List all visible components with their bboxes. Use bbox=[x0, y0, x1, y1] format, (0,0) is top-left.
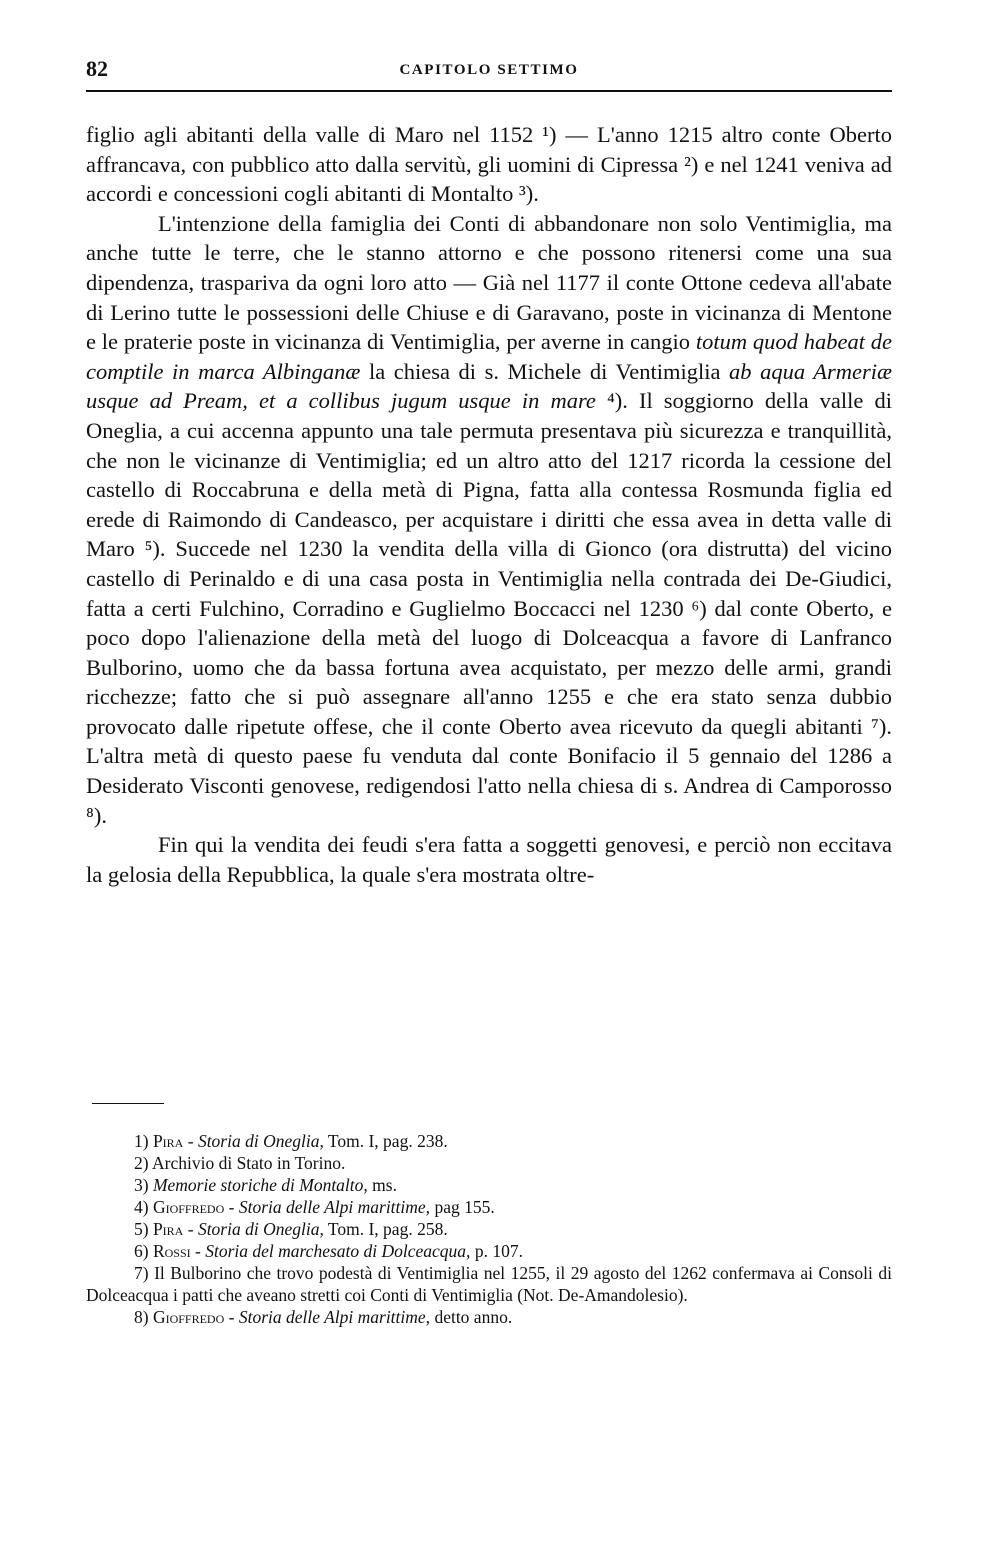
paragraph-3: Fin qui la vendita dei feudi s'era fatta a soggetti genovesi, e perciò non eccitava la gelosia della Repubblica, la quale s'era mostrata oltre- bbox=[86, 832, 892, 887]
footnote-number: 7) bbox=[134, 1263, 149, 1283]
paragraph-2-part-b: la chiesa di s. Michele di Ventimiglia bbox=[360, 358, 730, 384]
footnote-number: 1) bbox=[134, 1131, 149, 1151]
footnote-author: Gioffredo bbox=[152, 1307, 225, 1327]
page-number: 82 bbox=[86, 56, 108, 81]
paragraph-2-part-c: ⁴). Il soggiorno della valle di Oneglia, a cui accenna appunto una tale permuta presentava più sicurezza e tranquillità, che non le vicinanze di Ventimiglia; ed un altro atto del 1217 ricorda la cessione del castello di Roccabruna e della metà di Pigna, fatta alla contessa Rosmunda figlia ed erede di Raimondo di Candeasco, per acquistare i diritti che essa avea in detta valle di Maro ⁵). Succede nel 1230 la vendita della villa di Gionco (ora distrutta) del vicino castello di Perinaldo e di una casa posta in Ventimiglia nella contrada dei De-Giudici, fatta a certi Fulchino, Corradino e Guglielmo Boccacci nel 1230 ⁶) dal conte Oberto, e poco dopo l'alienazione della metà del luogo di Dolceacqua a favore di Lanfranco Bulborino, uomo che da bassa fortuna avea acquistato, per mezzo delle armi, grandi ricchezze; fatto che si può assegnare all'anno 1255 e che era stato senza dubbio provocato dalle ripetute offese, che il conte Oberto avea ricevuto da quegli abitanti ⁷). L'altra metà di questo paese fu venduta dal conte Bonifacio il 5 gennaio del 1286 a Desiderato Visconti genovese, redigendosi l'atto nella chiesa di s. Andrea di Camporosso ⁸). bbox=[86, 388, 892, 828]
paragraph-2 bbox=[86, 209, 892, 830]
footnote-number: 5) bbox=[134, 1219, 149, 1239]
footnote-2 bbox=[86, 1152, 892, 1174]
footnote-title: Storia delle Alpi marittime, bbox=[238, 1307, 431, 1327]
footnote-title: Storia del marchesato di Dolceacqua, bbox=[205, 1241, 471, 1261]
body-text bbox=[86, 120, 892, 889]
page-header bbox=[86, 56, 892, 86]
footnote-6 bbox=[86, 1240, 892, 1262]
footnote-number: 8) bbox=[134, 1307, 149, 1327]
footnote-title: Storia di Oneglia, bbox=[197, 1219, 324, 1239]
footnote-number: 6) bbox=[134, 1241, 149, 1261]
footnote-text: Il Bulborino che trovo podestà di Ventimiglia nel 1255, il 29 agosto del 1262 confermava ai Consoli di Dolceacqua i patti che aveano stretti coi Conti di Ventimiglia (Not. De-Amandolesio). bbox=[86, 1263, 893, 1305]
footnote-number: 3) bbox=[134, 1175, 149, 1195]
footnote-author: Pira bbox=[152, 1131, 184, 1151]
paragraph-2-part-a: L'intenzione della famiglia dei Conti di abbandonare non solo Ventimiglia, ma anche tutte le terre, che le stanno attorno e che possono ritenersi come una sua dipendenza, traspariva da ogni loro atto — Già nel 1177 il conte Ottone cedeva all'abate di Lerino tutte le possessioni delle Chiuse e di Garavano, poste in vicinanza di Mentone e le praterie poste in vicinanza di Ventimiglia, per averne in cangio bbox=[86, 210, 892, 355]
footnote-separator: - bbox=[190, 1241, 206, 1261]
latin-quote-2: ab aqua Armeriæ usque ad Pream, et a collibus jugum usque in mare bbox=[86, 358, 893, 414]
footnote-7 bbox=[86, 1262, 892, 1306]
footnote-text: Archivio di Stato in Torino. bbox=[152, 1153, 346, 1173]
latin-quote-1: totum quod habeat de comptile in marca Albinganæ bbox=[86, 329, 892, 384]
footnote-number: 2) bbox=[134, 1153, 149, 1173]
running-title: CAPITOLO SETTIMO bbox=[399, 62, 579, 78]
footnote-rest: ms. bbox=[367, 1175, 397, 1195]
footnote-4 bbox=[86, 1196, 892, 1218]
footnote-author: Rossi bbox=[152, 1241, 191, 1261]
footnotes bbox=[86, 1130, 892, 1328]
footnote-separator: - bbox=[183, 1219, 198, 1239]
footnote-title: Storia delle Alpi marittime, bbox=[238, 1197, 431, 1217]
footnote-rest: Tom. I, pag. 258. bbox=[323, 1219, 448, 1239]
footnote-title: Storia di Oneglia, bbox=[197, 1131, 324, 1151]
footnote-separator: - bbox=[224, 1197, 239, 1217]
footnote-number: 4) bbox=[134, 1197, 149, 1217]
paragraph-1: figlio agli abitanti della valle di Maro nel 1152 ¹) — L'anno 1215 altro conte Oberto affrancava, con pubblico atto dalla servitù, gli uomini di Cipressa ²) e nel 1241 veniva ad accordi e concessioni cogli abitanti di Montalto ³). bbox=[86, 122, 892, 207]
footnote-title: Memorie storiche di Montalto, bbox=[152, 1175, 368, 1195]
footnote-rest: pag 155. bbox=[430, 1197, 495, 1217]
footnote-rest: p. 107. bbox=[470, 1241, 523, 1261]
footnote-rest: detto anno. bbox=[430, 1307, 513, 1327]
footnote-author: Gioffredo bbox=[152, 1197, 225, 1217]
footnote-author: Pira bbox=[152, 1219, 184, 1239]
footnote-rule bbox=[92, 1103, 164, 1104]
footnote-1 bbox=[86, 1130, 892, 1152]
footnote-separator: - bbox=[224, 1307, 239, 1327]
footnote-8 bbox=[86, 1306, 892, 1328]
footnote-separator: - bbox=[183, 1131, 198, 1151]
footnote-rest: Tom. I, pag. 238. bbox=[323, 1131, 448, 1151]
header-rule bbox=[86, 90, 892, 92]
footnote-3 bbox=[86, 1174, 892, 1196]
footnote-5 bbox=[86, 1218, 892, 1240]
